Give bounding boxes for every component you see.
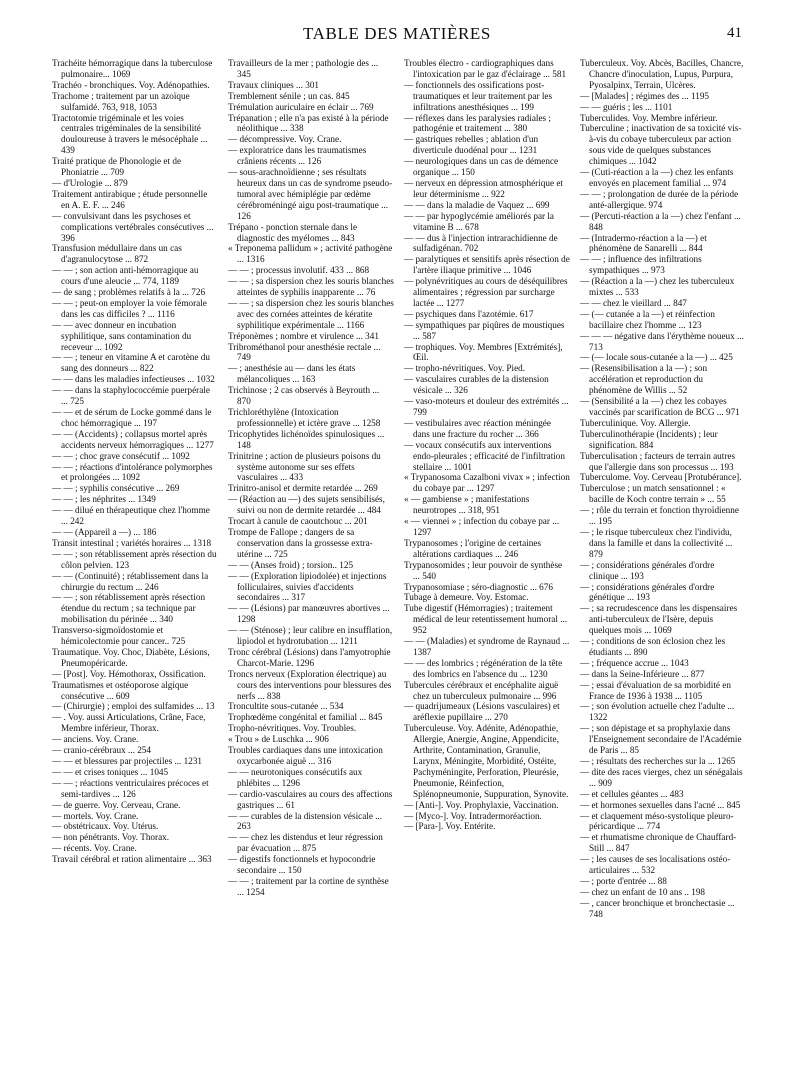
index-entry: — et cellules géantes ... 483 xyxy=(580,788,684,799)
index-entry: — obstétricaux. Voy. Utérus. xyxy=(52,821,159,832)
index-entry: — — ; syphilis consécutive ... 269 xyxy=(52,483,180,494)
index-entry: — (Resensibilisation a la —) ; son accélération et reproduction du phénomène de Willis ... 52 xyxy=(580,363,708,396)
index-entry: — neurologiques dans un cas de démence organique ... 150 xyxy=(404,156,559,178)
index-entry: — . Voy. aussi Articulations, Crâne, Face, Membre inférieur, Thorax. xyxy=(52,712,206,734)
index-entry: — digestifs fonctionnels et hypocondrie secondaire ... 150 xyxy=(228,854,376,876)
index-entry: — , cancer bronchique et bronchectasie ... 748 xyxy=(580,897,735,919)
index-entry: — sympathiques par piqûres de moustiques ... 587 xyxy=(404,319,565,341)
index-entry: — ; son évolution actuelle chez l'adulte ... 1322 xyxy=(580,701,735,723)
index-entry: Trachome ; traitement par un azoïque sulfamidé. 763, 918, 1053 xyxy=(52,90,190,112)
index-entry: — — ; son rétablissement après résection du côlon pelvien. 123 xyxy=(52,548,217,570)
index-entry: « — viennei » ; infection du cobaye par ... 1297 xyxy=(404,516,560,537)
index-entry: — ; les causes de ses localisations ostéo-articulaires ... 532 xyxy=(580,854,731,876)
index-entry: — — ; son action anti-hémorragique au cours d'une aleucie ... 774, 1189 xyxy=(52,265,199,287)
index-entry: — ; résultats des recherches sur la ... 1265 xyxy=(580,756,736,766)
index-entry: Transfusion médullaire dans un cas d'agranulocytose ... 872 xyxy=(52,243,182,265)
index-entry: Trypanosomiase ; séro-diagnostic ... 676 xyxy=(404,581,553,592)
index-entry: — [Malades] ; régimes des ... 1195 xyxy=(580,90,710,101)
index-entry: — ; porte d'entrée ... 88 xyxy=(580,875,667,886)
index-entry: — — (Sténose) ; leur calibre en insufflation, lipiodol et hydrotubation ... 1211 xyxy=(228,625,393,647)
index-entry: — d'Urologie ... 879 xyxy=(52,177,128,188)
index-entry: — — ; teneur en vitamine A et carotène du sang des donneurs ... 822 xyxy=(52,352,210,374)
index-entry: — (— locale sous-cutanée a la —) ... 425 xyxy=(580,352,733,363)
index-entry: — — ; réactions d'intolérance polymorphes et prolongées ... 1092 xyxy=(52,461,213,483)
index-entry: « Treponema pallidum » ; activité pathogène ... 1316 xyxy=(228,243,393,265)
index-entry: — ; rôle du terrain et fonction thyroïdienne ... 195 xyxy=(580,505,739,527)
index-entry: — [Para-]. Voy. Entérite. xyxy=(404,821,496,832)
index-entry: — dans la Seine-Inférieure ... 877 xyxy=(580,668,705,679)
index-entry: — — guéris ; les ... 1101 xyxy=(580,101,673,112)
index-entry: — (Réaction au —) des sujets sensibilisés, suivi ou non de dermite retardée ... 484 xyxy=(228,494,385,516)
page-header xyxy=(52,24,742,48)
index-entry: — vaso-moteurs et douleur des extrémités ... 799 xyxy=(404,396,569,417)
index-entry: — gastriques rebelles ; ablation d'un diverticule duodénal pour ... 1231 xyxy=(404,134,539,156)
index-entry: Troncs nerveux (Exploration électrique) au cours des interventions pour blessures des nerfs ... 838 xyxy=(228,668,392,701)
index-entry: Trachéo - bronchiques. Voy. Adénopathies. xyxy=(52,79,210,90)
index-entry: Traitement antirabique ; étude personnelle en A. E. F. ... 246 xyxy=(52,188,208,210)
index-entry: Traumatique. Voy. Choc, Diabète, Lésions, Pneumopéricarde. xyxy=(52,646,210,668)
index-entry: — — neurotoniques consécutifs aux phlébites ... 1296 xyxy=(228,766,363,788)
index-entry: Tropho-névritiques. Voy. Troubles. xyxy=(228,723,357,734)
index-entry: Transverso-sigmoïdostomie et hémicolectomie pour cancer.. 725 xyxy=(52,625,186,647)
index-entry: — — dans la maladie de Vaquez ... 699 xyxy=(404,199,550,210)
index-column-2 xyxy=(228,58,394,920)
index-entry: — ; conditions de son éclosion chez les étudiants ... 890 xyxy=(580,636,726,657)
index-entry: Trinitrine ; action de plusieurs poisons du système autonome sur ses effets vasculaires ... 433 xyxy=(228,450,381,483)
index-entry: Tuberculome. Voy. Cerveau [Protubérance]. xyxy=(580,472,742,483)
index-entry: Tube digestif (Hémorragies) ; traitement médical de leur retentissement humoral ... 952 xyxy=(404,603,568,636)
index-entry: — — chez le vieillard ... 847 xyxy=(580,297,687,308)
page-number: 41 xyxy=(727,25,742,41)
index-entry: — — et crises toniques ... 1045 xyxy=(52,766,169,777)
index-entry: — de sang ; problèmes relatifs à la ... 726 xyxy=(52,287,206,298)
index-entry: « — gambiense » ; manifestations neurotropes ... 318, 951 xyxy=(404,494,530,516)
index-entry: Tuberculisation ; facteurs de terrain autres que l'allergie dans son processus ... 193 xyxy=(580,450,736,472)
index-entry: — paralytiques et sensitifs après résection de l'artère iliaque primitive ... 1046 xyxy=(404,254,570,276)
index-entry: Trépano - ponction sternale dans le diagnostic des myélomes ... 843 xyxy=(228,221,358,243)
index-entry: — chez un enfant de 10 ans .. 198 xyxy=(580,886,706,897)
index-entry: Tractotomie trigéminale et les voies centrales trigéminales de la sensibilité douloureuse à travers le mésocéphale ... 439 xyxy=(52,112,208,156)
index-entry: — tropho-névritiques. Voy. Pied. xyxy=(404,363,526,374)
index-entry: — — chez les distendus et leur régression par évacuation ... 875 xyxy=(228,832,383,854)
index-entry: — — (Accidents) ; collapsus mortel après accidents nerveux hémorragiques ... 1277 xyxy=(52,428,214,450)
index-entry: — — (Exploration lipiodolée) et injections folliculaires, suivies d'accidents secondaires ... 317 xyxy=(228,570,387,603)
index-entry: — non pénétrants. Voy. Thorax. xyxy=(52,832,170,843)
index-entry: « Trypanosoma Cazalboni vivax » ; infection du cobaye par ... 1297 xyxy=(404,472,570,494)
index-columns xyxy=(52,58,746,920)
index-entry: — cardio-vasculaires au cours des affections gastriques ... 61 xyxy=(228,788,393,810)
index-entry: Tribrométhanol pour anesthésie rectale ... 749 xyxy=(228,341,381,363)
index-entry: — — ; les néphrites ... 1349 xyxy=(52,494,156,505)
index-entry: — (— cutanée a la —) et réinfection bacillaire chez l'homme ... 123 xyxy=(580,308,715,330)
index-entry: — — dus à l'injection intrarachidienne de sulfadigénan. 702 xyxy=(404,232,558,254)
index-entry: — et claquement méso-systolique pleuro-péricardique ... 774 xyxy=(580,810,734,832)
index-entry: Tuberculides. Voy. Membre inférieur. xyxy=(580,112,718,123)
index-entry: — ; considérations générales d'ordre clinique ... 193 xyxy=(580,559,715,581)
index-entry: — — ; prolongation de durée de la période anté-allergique. 974 xyxy=(580,188,739,210)
index-entry: — — des lombrics ; régénération de la tête des lombrics en l'absence du ... 1230 xyxy=(404,657,563,679)
index-entry: — — (Appareil a —) ... 186 xyxy=(52,526,157,537)
index-entry: — — et de sérum de Locke gommé dans le choc hémorragique ... 197 xyxy=(52,407,212,428)
index-entry: — — ; processus involutif. 433 ... 868 xyxy=(228,265,370,276)
index-entry: — — dans les maladies infectieuses ... 1032 xyxy=(52,374,215,385)
index-entry: Trypanosomes ; l'origine de certaines altérations cardiaques ... 246 xyxy=(404,537,542,559)
index-entry: Tuberculine ; inactivation de sa toxicité vis-à-vis du cobaye tuberculeux par action sous vide de quelques substances chimiques ... 1042 xyxy=(580,123,742,167)
index-entry: — [Post]. Voy. Hémothorax, Ossification. xyxy=(52,668,206,679)
index-entry: — et rhumatisme chronique de Chauffard-Still ... 847 xyxy=(580,832,737,854)
index-entry: Tricophytides lichénoïdes spinulosiques ... 148 xyxy=(228,428,385,450)
index-entry: — nerveux en dépression atmosphérique et leur déterminisme ... 922 xyxy=(404,177,563,199)
index-entry: — — (Continuité) ; rétablissement dans la chirurgie du rectum ... 246 xyxy=(52,570,209,592)
index-entry: Tuberculeuse. Voy. Adénite, Adénopathie, Allergie, Anergie, Angine, Appendicite, Arthrite, Contamination, Granulie, Larynx, Méningite, Morbidité, Ostéite, Pachyméningite, Perforation, Pleurésie, Pneumonie, Réinfection, Splénopneumonie, Suppuration, Synovite. xyxy=(404,723,569,799)
index-entry: — trophiques. Voy. Membres [Extrémités], Œil. xyxy=(404,341,563,363)
index-entry: — — ; réactions ventriculaires précoces et semi-tardives ... 126 xyxy=(52,777,209,799)
index-entry: Tréponèmes ; nombre et virulence ... 341 xyxy=(228,330,379,341)
index-entry: — fonctionnels des ossifications post-traumatiques et leur traitement par les infiltrations anesthésiques ... 199 xyxy=(404,79,553,112)
index-entry: — polynévritiques au cours de déséquilibres alimentaires ; régression par surcharge lactée ... 1277 xyxy=(404,276,568,308)
index-entry: « Trou » de Luschka ... 906 xyxy=(228,734,329,745)
index-entry: Trémulation auriculaire en éclair ... 769 xyxy=(228,101,374,112)
index-entry: Trocart à canule de caoutchouc ... 201 xyxy=(228,516,368,527)
index-entry: — vasculaires curables de la distension vésicale ... 326 xyxy=(404,374,549,396)
index-entry: — (Sensibilité a la —) chez les cobayes vaccinés par scarification de BCG ... 971 xyxy=(580,396,740,417)
index-entry: — — dilué en thérapeutique chez l'homme ... 242 xyxy=(52,505,210,527)
index-entry: — — par hypoglycémie améliorés par la vitamine B ... 678 xyxy=(404,210,555,232)
index-entry: Tuberculose ; un match sensationnel : « bacille de Koch contre terrain » ... 55 xyxy=(580,483,726,505)
index-column-1 xyxy=(52,58,218,920)
index-entry: — — (Maladies) et syndrome de Raynaud ... 1387 xyxy=(404,636,570,657)
index-entry: — — ; choc grave consécutif ... 1092 xyxy=(52,450,190,461)
index-entry: — — ; traitement par la cortine de synthèse ... 1254 xyxy=(228,875,389,897)
index-entry: — ; le risque tuberculeux chez l'individu, dans la famille et dans la collectivité ... 879 xyxy=(580,526,733,559)
index-entry: — ; fréquence accrue ... 1043 xyxy=(580,657,689,668)
index-entry: — de guerre. Voy. Cerveau, Crane. xyxy=(52,799,181,810)
index-entry: — réflexes dans les paralysies radiales ; pathogénie et traitement ... 380 xyxy=(404,112,551,134)
index-entry: Trompe de Fallope ; dangers de sa conservation dans la grossesse extra-utérine ... 725 xyxy=(228,526,373,559)
index-entry: — ; sa recrudescence dans les dispensaires anti-tuberculeux de l'Isère, depuis quelques mois ... 1069 xyxy=(580,603,738,636)
index-entry: — anciens. Voy. Crane. xyxy=(52,734,139,745)
index-entry: Travail cérébral et ration alimentaire ... 363 xyxy=(52,854,212,865)
index-entry: Tubercules cérébraux et encéphalite aiguë chez un tuberculeux pulmonaire ... 996 xyxy=(404,679,559,701)
index-entry: Tuberculinique. Voy. Allergie. xyxy=(580,417,691,428)
index-entry: Trypanosomides ; leur pouvoir de synthèse ... 540 xyxy=(404,559,563,581)
index-entry: Trophœdème congénital et familial ... 845 xyxy=(228,712,383,723)
index-entry: Tuberculeux. Voy. Abcès, Bacilles, Chancre, Chancre d'inoculation, Lupus, Purpura, Pyosalpinx, Terrain, Ulcères. xyxy=(580,58,744,90)
index-entry: Tubage à demeure. Voy. Estomac. xyxy=(404,592,529,603)
index-entry: Troncultite sous-cutanée ... 534 xyxy=(228,701,344,712)
index-entry: — ; essai d'évaluation de sa morbidité en France de 1936 à 1938 ... 1105 xyxy=(580,679,731,701)
index-entry: Tuberculinothérapie (Incidents) ; leur signification. 884 xyxy=(580,428,718,450)
index-entry: — sous-arachnoïdienne ; ses résultats heureux dans un cas de syndrome pseudo-tumoral avec hémiplégie par œdème cérébroméningé aigu post-traumatique ... 126 xyxy=(228,167,393,221)
index-column-3 xyxy=(404,58,570,920)
index-entry: Trépanation ; elle n'a pas existé à la période néolithique ... 338 xyxy=(228,112,389,134)
page-title: TABLE DES MATIÈRES xyxy=(303,24,491,43)
index-entry: Travailleurs de la mer ; pathologie des ... 345 xyxy=(228,58,379,79)
index-entry: — — ; peut-on employer la voie fémorale dans les cas difficiles ? ... 1116 xyxy=(52,297,207,319)
index-entry: — — — négative dans l'érythème noueux ... 713 xyxy=(580,330,744,352)
index-entry: — dite des races vierges, chez un sénégalais ... 909 xyxy=(580,766,743,788)
index-entry: Traumatismes et ostéoporose algique consécutive ... 609 xyxy=(52,679,189,701)
index-entry: — — ; influence des infiltrations sympathiques ... 973 xyxy=(580,254,702,276)
index-entry: — convulsivant dans les psychoses et complications vertébrales consécutives ... 396 xyxy=(52,210,214,243)
index-entry: Trichloréthylène (Intoxication professionnelle) et ictère grave ... 1258 xyxy=(228,407,381,428)
index-entry: — — dans la staphylococcémie puerpérale ... 725 xyxy=(52,385,210,407)
index-entry: — — ; sa dispersion chez les souris blanches atteintes de syphilis inapparente ... 76 xyxy=(228,276,394,298)
index-entry: — [Myco-]. Voy. Intradermoréaction. xyxy=(404,810,542,821)
index-entry: — (Réaction a la —) chez les tuberculeux mixtes ... 533 xyxy=(580,276,735,298)
index-entry: — — (Anses froid) ; torsion.. 125 xyxy=(228,559,354,570)
index-entry: — cranio-cérébraux ... 254 xyxy=(52,745,151,756)
index-entry: — — curables de la distension vésicale ... 263 xyxy=(228,810,383,832)
index-entry: — — ; sa dispersion chez les souris blanches avec des cornées atteintes de kératite syphilitique expérimentale ... 1166 xyxy=(228,297,394,330)
index-entry: — mortels. Voy. Crane. xyxy=(52,810,139,821)
index-entry: — ; son dépistage et sa prophylaxie dans l'Enseignement secondaire de l'Académie de Paris ... 85 xyxy=(580,723,742,756)
index-entry: — (Percuti-réaction a la —) chez l'enfant ... 848 xyxy=(580,210,741,232)
index-entry: — quadrijumeaux (Lésions vasculaires) et aréflexie pupillaire ... 270 xyxy=(404,701,560,723)
index-entry: — — avec donneur en incubation syphilitique, sans contamination du receveur ... 1092 xyxy=(52,319,192,352)
index-entry: — psychiques dans l'azotémie. 617 xyxy=(404,308,534,319)
index-entry: Tronc cérébral (Lésions) dans l'amyotrophie Charcot-Marie. 1296 xyxy=(228,646,391,668)
index-entry: — ; considérations générales d'ordre génétique ... 193 xyxy=(580,581,715,603)
index-entry: Troubles électro - cardiographiques dans l'intoxication par le gaz d'éclairage ... 581 xyxy=(404,58,567,79)
index-entry: — (Cuti-réaction a la —) chez les enfants envoyés en placement familial ... 974 xyxy=(580,167,734,188)
index-entry: — — (Lésions) par manœuvres abortives ... 1298 xyxy=(228,603,390,625)
index-entry: — vocaux consécutifs aux interventions endo-pleurales ; efficacité de l'infiltration stellaire ... 1001 xyxy=(404,439,565,472)
index-entry: — (Intradermo-réaction a la —) et phénomène de Sanarelli ... 844 xyxy=(580,232,707,254)
index-entry: — et hormones sexuelles dans l'acné ... 845 xyxy=(580,799,741,810)
index-entry: — exploratrice dans les traumatismes crâniens récents ... 126 xyxy=(228,145,367,167)
index-entry: Trichinose ; 2 cas observés à Beyrouth ... 870 xyxy=(228,385,380,407)
index-entry: — [Anti-]. Voy. Prophylaxie, Vaccination. xyxy=(404,799,559,810)
index-entry: Transit intestinal ; variétés horaires ... 1318 xyxy=(52,537,212,548)
index-entry: — ; anesthésie au — dans les états mélancoliques ... 163 xyxy=(228,363,356,385)
index-entry: Tremblement sénile ; un cas. 845 xyxy=(228,90,350,101)
index-entry: Troubles cardiaques dans une intoxication oxycarbonée aiguë ... 316 xyxy=(228,745,383,766)
index-entry: — décompressive. Voy. Crane. xyxy=(228,134,342,145)
index-entry: Traité pratique de Phonologie et de Phoniatrie ... 709 xyxy=(52,156,182,178)
index-entry: Trachéite hémorragique dans la tuberculose pulmonaire... 1069 xyxy=(52,58,213,79)
index-entry: Trinitro-anisol et dermite retardée ... 269 xyxy=(228,483,378,494)
index-entry: — vestibulaires avec réaction méningée dans une fracture du rocher ... 366 xyxy=(404,417,551,439)
index-entry: — — et blessures par projectiles ... 1231 xyxy=(52,756,203,766)
index-entry: Travaux cliniques ... 301 xyxy=(228,79,320,90)
index-entry: — — ; son rétablissement après résection étendue du rectum ; sa technique par mobilisation du périnée ... 340 xyxy=(52,592,206,625)
index-column-4 xyxy=(580,58,746,920)
index-entry: — récents. Voy. Crane. xyxy=(52,843,137,854)
index-entry: — (Chirurgie) ; emploi des sulfamides ... 13 xyxy=(52,701,215,712)
